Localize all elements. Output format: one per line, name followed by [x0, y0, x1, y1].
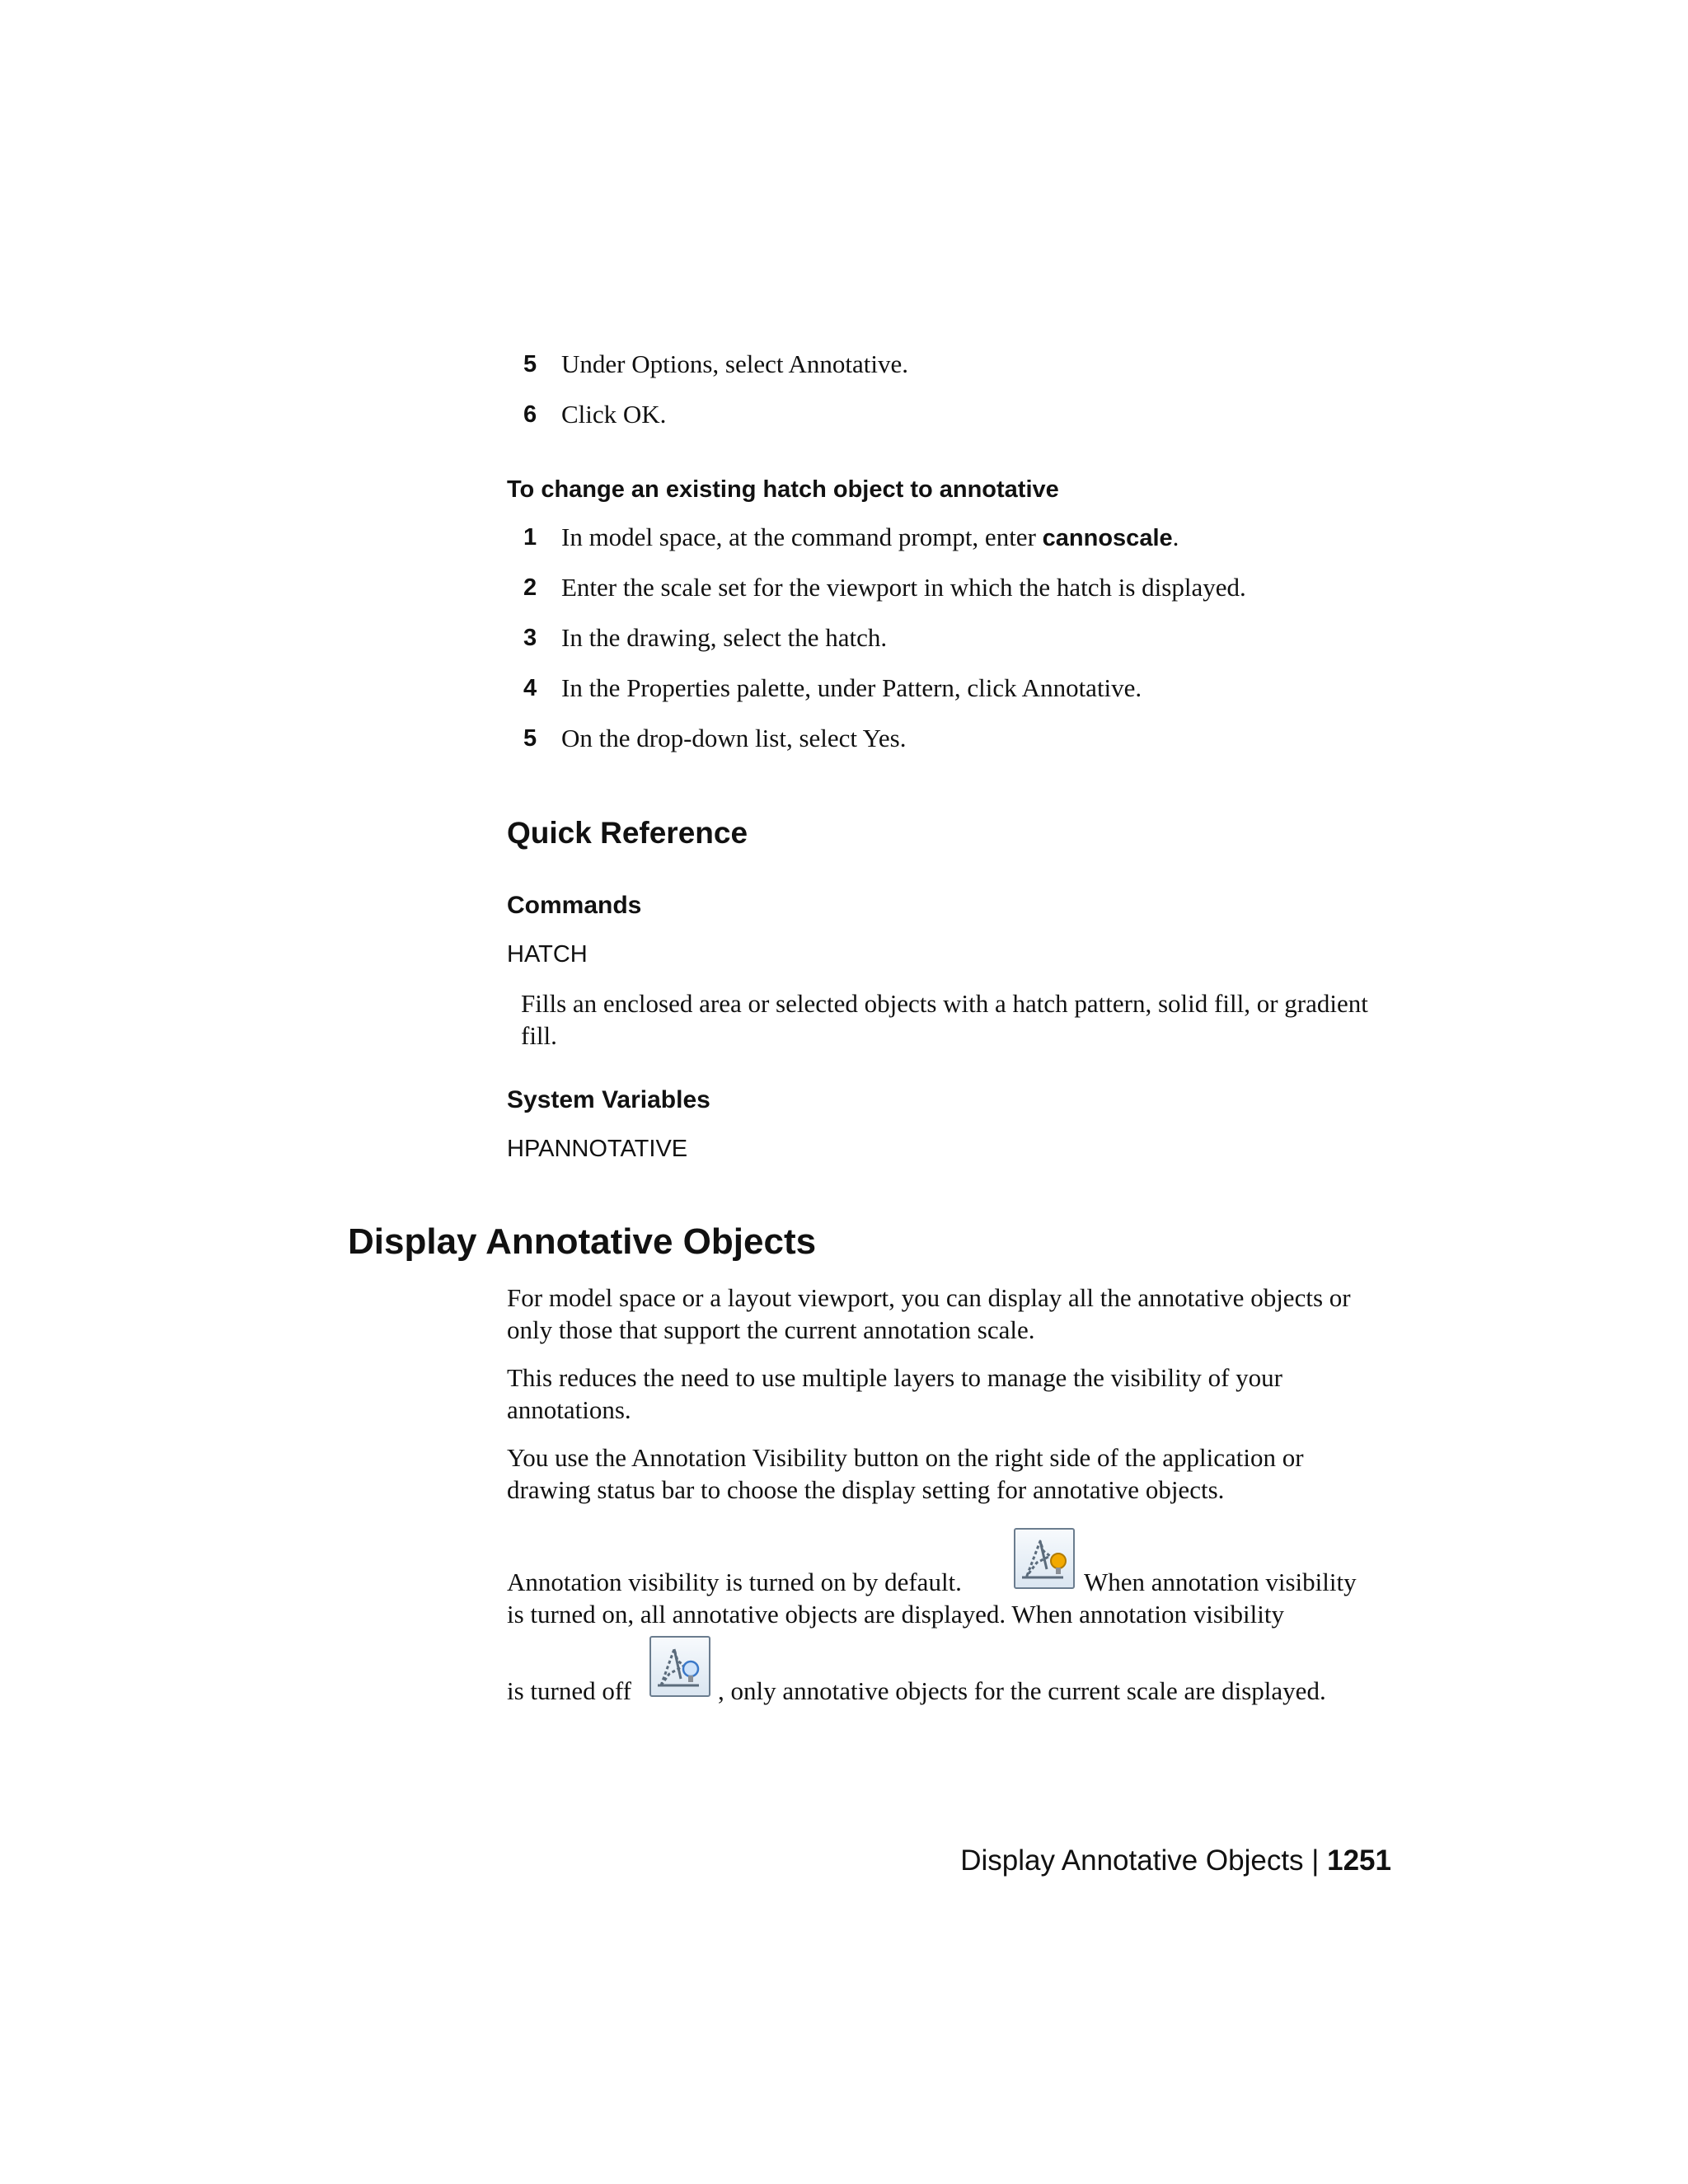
list-item [507, 616, 1397, 659]
quick-reference-heading: Quick Reference [507, 816, 748, 850]
step-number: 3 [523, 625, 537, 651]
step-text: Enter the scale set for the viewport in which the hatch is displayed. [561, 573, 1246, 602]
page-footer [960, 1844, 1391, 1877]
list-item [507, 717, 1397, 760]
annotation-visibility-off-glyph [651, 1638, 709, 1695]
step-text-part: . [1172, 523, 1179, 551]
step-number: 5 [523, 725, 537, 752]
step-text: Click OK. [561, 400, 667, 429]
command-keyword: cannoscale [1042, 525, 1173, 551]
list-item [507, 516, 1397, 559]
commands-heading: Commands [507, 892, 642, 919]
paragraph-line: is turned off [507, 1676, 631, 1705]
footer-separator: | [1311, 1844, 1320, 1877]
sysvar-link-hpannotative[interactable]: HPANNOTATIVE [507, 1136, 688, 1162]
step-number: 4 [523, 675, 537, 701]
annotation-visibility-on-icon [1014, 1528, 1075, 1589]
step-text-part: In model space, at the command prompt, enter [561, 523, 1043, 551]
paragraph-line: Annotation visibility is turned on by default. [507, 1568, 962, 1596]
command-description: Fills an enclosed area or selected objects with a hatch pattern, solid fill, or gradient fill. [521, 989, 1368, 1050]
list-item [507, 343, 1397, 386]
procedure-heading: To change an existing hatch object to annotative [507, 476, 1059, 503]
annotation-visibility-off-icon [649, 1636, 710, 1697]
list-item [507, 566, 1397, 609]
page-number: 1251 [1327, 1844, 1391, 1877]
step-number: 2 [523, 574, 537, 601]
system-variables-heading: System Variables [507, 1086, 710, 1113]
step-text: Under Options, select Annotative. [561, 349, 908, 378]
list-item [507, 393, 1397, 436]
step-text: On the drop-down list, select Yes. [561, 724, 907, 752]
paragraph-line: When annotation visibility [1084, 1568, 1357, 1596]
command-link-hatch[interactable]: HATCH [507, 941, 588, 968]
paragraph: For model space or a layout viewport, you can display all the annotative objects or only those that support the current annotation scale. [507, 1283, 1351, 1344]
step-text [561, 516, 1179, 560]
paragraph-line: is turned on, all annotative objects are displayed. When annotation visibility [507, 1600, 1284, 1629]
step-text: In the Properties palette, under Pattern, click Annotative. [561, 673, 1142, 702]
list-item [507, 667, 1397, 710]
step-number: 6 [523, 401, 537, 428]
paragraph: You use the Annotation Visibility button on the right side of the application or drawing status bar to choose the display setting for annotative objects. [507, 1443, 1304, 1504]
step-number: 5 [523, 351, 537, 377]
section-heading: Display Annotative Objects [348, 1221, 817, 1262]
paragraph-line: , only annotative objects for the current scale are displayed. [718, 1676, 1326, 1705]
step-number: 1 [523, 524, 537, 551]
step-text: In the drawing, select the hatch. [561, 623, 888, 652]
annotation-visibility-on-glyph [1015, 1530, 1073, 1587]
footer-title: Display Annotative Objects [960, 1844, 1304, 1877]
paragraph: This reduces the need to use multiple layers to manage the visibility of your annotations. [507, 1363, 1282, 1424]
